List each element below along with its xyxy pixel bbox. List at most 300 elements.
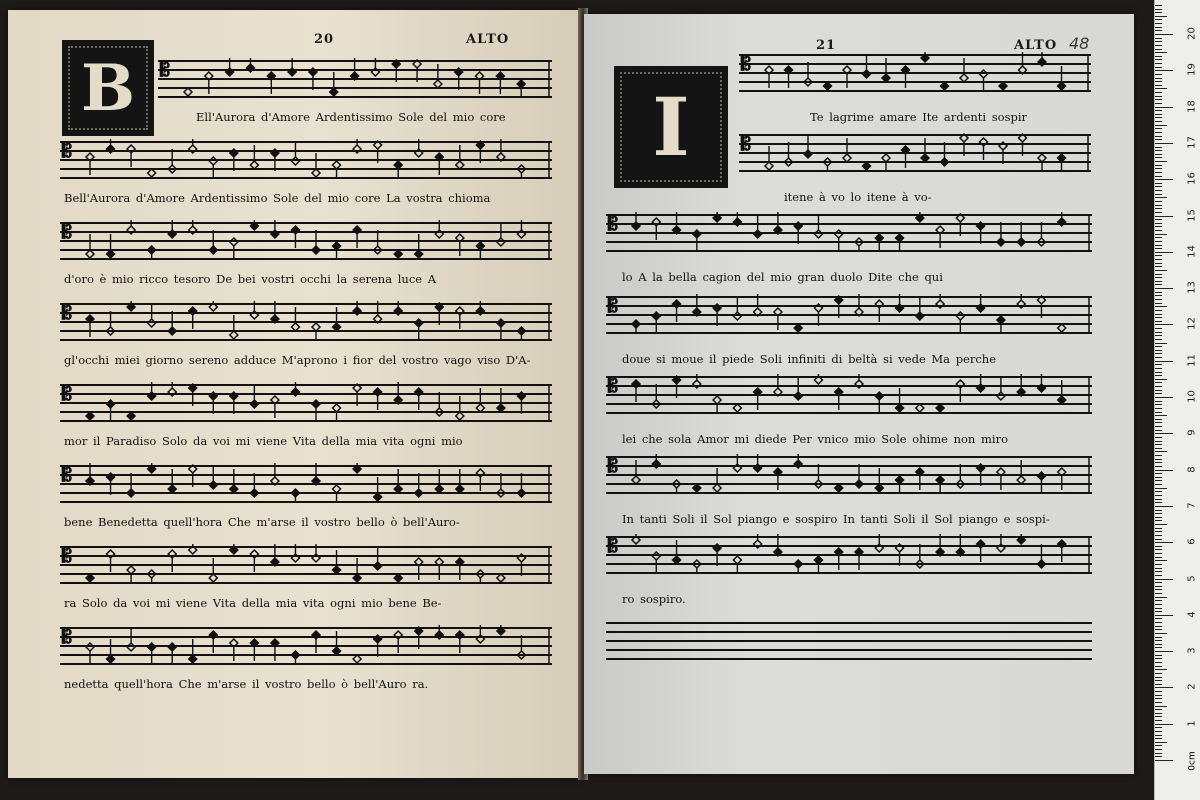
note xyxy=(250,473,258,497)
ruler-tick xyxy=(1155,125,1167,126)
ruler-tick xyxy=(1155,201,1162,202)
initial-letter-right: I xyxy=(652,80,690,174)
clef-symbol: 𝄡 xyxy=(62,627,73,648)
note xyxy=(456,558,464,580)
ruler-tick xyxy=(1155,350,1162,351)
note xyxy=(353,139,361,153)
music-staff xyxy=(606,212,1092,252)
note xyxy=(794,324,802,334)
note xyxy=(497,319,505,341)
ruler-tick xyxy=(1155,611,1162,612)
ruler-tick xyxy=(1155,738,1162,739)
note xyxy=(835,548,843,570)
note xyxy=(168,311,176,335)
ruler-tick xyxy=(1155,720,1162,721)
note xyxy=(673,300,681,322)
lyric-line: Ell'Aurora d'Amore Ardentissimo Sole del mio core xyxy=(196,110,506,124)
ruler-tick xyxy=(1155,56,1162,57)
note xyxy=(456,145,464,169)
note xyxy=(652,552,660,574)
note xyxy=(107,550,115,572)
note xyxy=(497,574,505,584)
ruler-tick xyxy=(1155,760,1173,761)
ruler-tick xyxy=(1155,375,1162,376)
clef-symbol: 𝄡 xyxy=(608,536,619,557)
note xyxy=(333,631,341,655)
note xyxy=(127,566,135,584)
note xyxy=(765,66,773,88)
note xyxy=(230,149,238,171)
note xyxy=(652,312,660,334)
ruler-tick xyxy=(1155,393,1162,394)
note xyxy=(209,301,217,311)
note xyxy=(632,460,640,484)
note xyxy=(875,534,883,552)
ruler-tick xyxy=(1155,698,1162,699)
ruler-label: 7 xyxy=(1186,502,1198,509)
note xyxy=(189,544,197,554)
ruler-tick xyxy=(1155,237,1162,238)
ruler-tick xyxy=(1155,586,1162,587)
ruler-tick xyxy=(1155,637,1162,638)
note xyxy=(476,570,484,584)
ruler-tick xyxy=(1155,314,1162,315)
ruler-tick xyxy=(1155,353,1162,354)
notes-layer xyxy=(60,463,552,503)
note xyxy=(713,396,721,414)
ruler-tick xyxy=(1155,339,1162,340)
note xyxy=(168,149,176,173)
ruler-tick xyxy=(1155,382,1162,383)
ruler-tick xyxy=(1155,70,1173,71)
note xyxy=(209,230,217,254)
note xyxy=(785,142,793,166)
music-staff xyxy=(60,463,552,503)
ruler-tick xyxy=(1155,263,1162,264)
note xyxy=(189,465,197,487)
ruler-tick xyxy=(1155,651,1173,652)
note xyxy=(713,544,721,566)
clef-symbol: 𝄡 xyxy=(608,296,619,317)
note xyxy=(980,138,988,160)
note xyxy=(921,138,929,162)
ruler-tick xyxy=(1155,284,1162,285)
clef-symbol: 𝄡 xyxy=(741,134,752,155)
note xyxy=(733,212,741,226)
ruler-tick xyxy=(1155,281,1162,282)
decorated-initial-right xyxy=(614,66,728,188)
ruler-tick xyxy=(1155,364,1162,365)
ruler-tick xyxy=(1155,154,1162,155)
note xyxy=(754,388,762,410)
note xyxy=(1017,222,1025,246)
note xyxy=(1017,460,1025,484)
note xyxy=(230,544,238,554)
note xyxy=(476,141,484,163)
note xyxy=(435,153,443,175)
note xyxy=(415,388,423,410)
note xyxy=(863,162,871,172)
note xyxy=(916,212,924,222)
note xyxy=(804,62,812,86)
ruler-tick xyxy=(1155,78,1162,79)
note xyxy=(148,643,156,665)
note xyxy=(855,294,863,316)
note xyxy=(997,468,1005,490)
note xyxy=(288,58,296,76)
note xyxy=(733,556,741,574)
note xyxy=(814,304,822,326)
lyric-line: bene Benedetta quell'hora Che m'arse il vostro bello ò bell'Auro- xyxy=(64,515,460,529)
ruler-tick xyxy=(1155,41,1162,42)
note xyxy=(814,464,822,488)
notes-layer xyxy=(60,139,552,179)
ruler-tick xyxy=(1155,197,1167,198)
note xyxy=(824,82,832,92)
note xyxy=(230,639,238,661)
note xyxy=(184,88,192,98)
note xyxy=(1038,154,1046,172)
notes-layer xyxy=(60,544,552,584)
note xyxy=(374,635,382,657)
ruler-tick xyxy=(1155,484,1162,485)
note xyxy=(1058,468,1066,490)
ruler-tick xyxy=(1155,390,1162,391)
note xyxy=(863,54,871,78)
note xyxy=(977,294,985,312)
ruler-tick xyxy=(1155,335,1162,336)
ruler-label: 14 xyxy=(1186,244,1198,258)
ruler-tick xyxy=(1155,753,1162,754)
note xyxy=(168,643,176,665)
note xyxy=(107,311,115,335)
right-page-number: 21 xyxy=(816,38,837,53)
notes-layer xyxy=(60,625,552,665)
ruler-tick xyxy=(1155,59,1162,60)
ruler-tick xyxy=(1155,535,1162,536)
note xyxy=(997,534,1005,552)
ruler-tick xyxy=(1155,491,1162,492)
note xyxy=(291,382,299,396)
ruler-label: 11 xyxy=(1186,353,1198,367)
note xyxy=(997,316,1005,334)
ruler-label: 10 xyxy=(1186,390,1198,403)
note xyxy=(107,400,115,422)
ruler-tick xyxy=(1155,695,1162,696)
note xyxy=(999,142,1007,164)
note xyxy=(941,82,949,92)
ruler-tick xyxy=(1155,277,1162,278)
ruler-tick xyxy=(1155,103,1162,104)
music-staff xyxy=(60,220,552,260)
note xyxy=(476,72,484,94)
ruler-tick xyxy=(1155,662,1162,663)
note xyxy=(394,631,402,653)
note xyxy=(1058,540,1066,562)
note xyxy=(804,134,812,158)
note xyxy=(956,464,964,488)
note xyxy=(309,68,317,90)
note xyxy=(980,70,988,92)
music-staff xyxy=(60,382,552,422)
note xyxy=(230,392,238,414)
clef-symbol: 𝄡 xyxy=(608,456,619,477)
note xyxy=(916,296,924,320)
note xyxy=(693,374,701,388)
note xyxy=(632,534,640,544)
note xyxy=(209,392,217,414)
ruler-tick xyxy=(1155,564,1162,565)
measuring-ruler xyxy=(1154,0,1200,800)
ruler-tick xyxy=(1155,274,1162,275)
ruler-tick xyxy=(1155,9,1162,10)
lyric-line: doue si moue il piede Soli infiniti di beltà si vede Ma perche xyxy=(622,352,997,366)
ruler-tick xyxy=(1155,168,1162,169)
music-staff xyxy=(606,294,1092,334)
ruler-tick xyxy=(1155,680,1162,681)
ruler-tick xyxy=(1155,480,1162,481)
ruler-tick xyxy=(1155,332,1162,333)
note xyxy=(902,66,910,88)
note xyxy=(652,218,660,240)
note xyxy=(107,234,115,258)
note xyxy=(733,454,741,472)
note xyxy=(127,301,135,311)
note xyxy=(456,234,464,256)
note xyxy=(632,212,640,230)
note xyxy=(415,234,423,258)
note xyxy=(956,534,964,556)
notes-layer xyxy=(606,294,1092,334)
ruler-tick xyxy=(1155,139,1162,140)
note xyxy=(168,382,176,396)
note xyxy=(652,384,660,408)
ruler-label: 3 xyxy=(1186,647,1198,654)
ruler-tick xyxy=(1155,647,1162,648)
ruler-tick xyxy=(1155,216,1173,217)
ruler-tick xyxy=(1155,324,1173,325)
ruler-tick xyxy=(1155,67,1162,68)
ruler-tick xyxy=(1155,386,1162,387)
note xyxy=(435,303,443,325)
note xyxy=(936,404,944,414)
ruler-tick xyxy=(1155,248,1162,249)
ruler-tick xyxy=(1155,183,1162,184)
ruler-tick xyxy=(1155,63,1162,64)
ruler-label: 1 xyxy=(1186,720,1198,727)
note xyxy=(415,627,423,649)
note xyxy=(271,149,279,171)
note xyxy=(497,222,505,246)
note xyxy=(312,323,320,341)
note xyxy=(960,58,968,82)
ruler-tick xyxy=(1155,677,1162,678)
note xyxy=(1037,374,1045,392)
note xyxy=(148,169,156,179)
note xyxy=(374,301,382,323)
ruler-tick xyxy=(1155,234,1167,235)
note xyxy=(312,400,320,422)
decorated-initial-left xyxy=(62,40,154,136)
note xyxy=(250,550,258,572)
ruler-tick xyxy=(1155,27,1162,28)
note xyxy=(997,222,1005,246)
ruler-tick xyxy=(1155,114,1162,115)
note xyxy=(754,534,762,548)
ruler-tick xyxy=(1155,422,1162,423)
note xyxy=(517,392,525,414)
note xyxy=(392,60,400,82)
note xyxy=(774,534,782,556)
lyric-line: gl'occhi miei giorno sereno adduce M'aprono i fior del vostro vago viso D'A- xyxy=(64,353,531,367)
ruler-tick xyxy=(1155,310,1162,311)
note xyxy=(353,655,361,665)
ruler-tick xyxy=(1155,724,1173,725)
clef-symbol: 𝄡 xyxy=(62,222,73,243)
ruler-tick xyxy=(1155,346,1162,347)
note xyxy=(148,303,156,327)
ruler-tick xyxy=(1155,756,1162,757)
note xyxy=(267,72,275,94)
note xyxy=(1037,544,1045,568)
ruler-tick xyxy=(1155,288,1173,289)
ruler-tick xyxy=(1155,546,1162,547)
ruler-tick xyxy=(1155,608,1162,609)
ruler-tick xyxy=(1155,117,1162,118)
note xyxy=(476,388,484,412)
ruler-tick xyxy=(1155,513,1162,514)
note xyxy=(86,315,94,337)
ruler-tick xyxy=(1155,735,1162,736)
note xyxy=(896,388,904,412)
note xyxy=(374,388,382,410)
note xyxy=(209,157,217,179)
ruler-tick xyxy=(1155,477,1162,478)
note xyxy=(941,142,949,166)
note xyxy=(517,80,525,98)
ruler-label: 2 xyxy=(1186,683,1198,691)
ruler-tick xyxy=(1155,520,1162,521)
note xyxy=(855,374,863,388)
music-staff xyxy=(739,52,1091,92)
music-staff xyxy=(60,625,552,665)
note xyxy=(733,296,741,320)
note xyxy=(435,558,443,580)
ruler-tick xyxy=(1155,299,1162,300)
ruler-tick xyxy=(1155,408,1162,409)
ruler-tick xyxy=(1155,372,1162,373)
ruler-tick xyxy=(1155,444,1162,445)
ruler-tick xyxy=(1155,85,1162,86)
note xyxy=(371,58,379,76)
ruler-tick xyxy=(1155,303,1162,304)
note xyxy=(86,412,94,422)
note xyxy=(1058,380,1066,404)
note xyxy=(86,643,94,665)
note xyxy=(271,463,279,485)
clef-symbol: 𝄡 xyxy=(608,376,619,397)
notes-layer xyxy=(606,374,1092,414)
ruler-tick xyxy=(1155,397,1173,398)
ruler-tick xyxy=(1155,415,1167,416)
ruler-tick xyxy=(1155,81,1162,82)
note xyxy=(291,141,299,165)
note xyxy=(673,480,681,494)
ruler-tick xyxy=(1155,252,1173,253)
note xyxy=(394,574,402,584)
ruler-tick xyxy=(1155,223,1162,224)
note xyxy=(875,234,883,252)
ruler-label: 5 xyxy=(1186,574,1198,582)
ruler-tick xyxy=(1155,45,1162,46)
notes-layer xyxy=(739,52,1091,92)
note xyxy=(936,294,944,308)
ruler-tick xyxy=(1155,328,1162,329)
note xyxy=(1017,294,1025,308)
note xyxy=(956,380,964,402)
note xyxy=(1037,222,1045,246)
note xyxy=(999,82,1007,92)
ruler-label: 12 xyxy=(1186,317,1198,331)
note xyxy=(353,384,361,406)
ruler-label: 6 xyxy=(1186,538,1198,545)
ruler-label: 18 xyxy=(1186,99,1198,113)
note xyxy=(921,52,929,62)
right-voice-label: ALTO xyxy=(1014,38,1058,53)
ruler-label: 19 xyxy=(1186,63,1198,77)
lyric-line: Bell'Aurora d'Amore Ardentissimo Sole del mio core La vostra chioma xyxy=(64,191,491,205)
note xyxy=(250,145,258,169)
ruler-tick xyxy=(1155,34,1173,35)
note xyxy=(713,212,721,222)
note xyxy=(794,560,802,574)
note xyxy=(652,454,660,468)
note xyxy=(497,473,505,497)
ruler-tick xyxy=(1155,691,1162,692)
ruler-tick xyxy=(1155,727,1162,728)
note xyxy=(168,550,176,572)
note xyxy=(353,301,361,315)
note xyxy=(148,463,156,473)
ruler-tick xyxy=(1155,16,1167,17)
notes-layer xyxy=(60,382,552,422)
ruler-tick xyxy=(1155,618,1162,619)
note xyxy=(814,556,822,574)
note xyxy=(1017,534,1025,544)
note xyxy=(250,220,258,230)
ruler-tick xyxy=(1155,716,1162,717)
empty-staff xyxy=(606,620,1092,660)
ruler-tick xyxy=(1155,495,1162,496)
note xyxy=(107,473,115,495)
ruler-tick xyxy=(1155,361,1173,362)
ruler-label: 13 xyxy=(1186,281,1198,294)
note xyxy=(977,222,985,244)
note xyxy=(673,540,681,564)
note xyxy=(374,230,382,254)
note xyxy=(394,382,402,404)
ruler-tick xyxy=(1155,306,1167,307)
note xyxy=(209,631,217,653)
clef-symbol: 𝄡 xyxy=(62,141,73,162)
clef-symbol: 𝄡 xyxy=(741,54,752,75)
ruler-tick xyxy=(1155,709,1162,710)
ruler-tick xyxy=(1155,143,1173,144)
ruler-unit: 0cm xyxy=(1187,751,1198,771)
ruler-tick xyxy=(1155,150,1162,151)
ruler-tick xyxy=(1155,245,1162,246)
ruler-tick xyxy=(1155,524,1167,525)
